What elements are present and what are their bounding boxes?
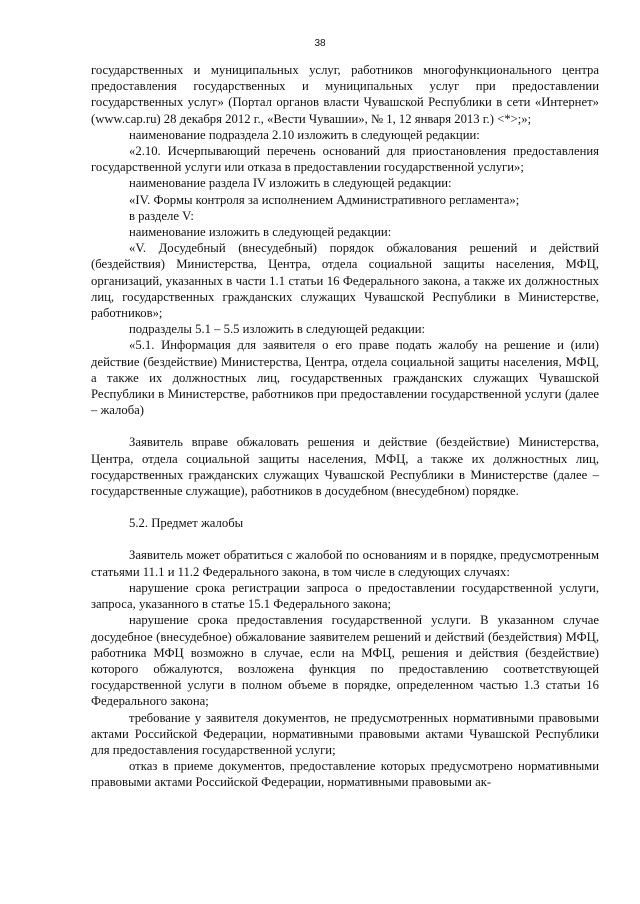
- paragraph: «IV. Формы контроля за исполнением Административного регламента»;: [129, 192, 520, 207]
- paragraph: в разделе V:: [129, 208, 194, 223]
- paragraph: отказ в приеме документов, предоставление которых предусмотрено нормативными правовыми актами Российской Федерации, нормативными правовыми ак-: [91, 759, 599, 790]
- paragraph: «V. Досудебный (внесудебный) порядок обжалования решений и действий (бездействия) Министерства, Центра, отдела социальной защиты населения, МФЦ, организаций, указанных в части 1.1 статьи 16 Федерального закона, а также их должностных лиц, государственных гражданских служащих Чувашской Республики в Министерстве, работников»;: [91, 241, 599, 321]
- paragraph: требование у заявителя документов, не предусмотренных нормативными правовыми актами Российской Федерации, нормативными правовыми актами Чувашской Республики для предоставления государственной услуги;: [91, 710, 599, 757]
- paragraph-spacer: [91, 499, 599, 515]
- paragraph: нарушение срока предоставления государственной услуги. В указанном случае досудебное (внесудебное) обжалование заявителем решений и действий (бездействия) МФЦ, работника МФЦ возможно в случае, если на МФЦ, решения и действия (бездействие) которого обжалуются, возложена функция по предоставлению соответствующей государственной услуги в полном объеме в порядке, определенном частью 1.3 статьи 16 Федерального закона;: [91, 613, 599, 709]
- paragraph: наименование подраздела 2.10 изложить в следующей редакции:: [129, 127, 480, 142]
- paragraph-spacer: [91, 418, 599, 434]
- paragraph: наименование раздела IV изложить в следующей редакции:: [129, 176, 452, 191]
- paragraph: подразделы 5.1 – 5.5 изложить в следующей редакции:: [129, 322, 426, 337]
- paragraph: Заявитель вправе обжаловать решения и действие (бездействие) Министерства, Центра, отдела социальной защиты населения, МФЦ, а также их должностных лиц, государственных гражданских служащих Чувашской Республики в Министерстве (далее – государственные служащие), работников в досудебном (внесудебном) порядке.: [91, 435, 599, 499]
- paragraph-spacer: [91, 531, 599, 547]
- paragraph: Заявитель может обратиться с жалобой по основаниям и в порядке, предусмотренным статьями 11.1 и 11.2 Федерального закона, в том числе в следующих случаях:: [91, 548, 599, 579]
- paragraph: наименование изложить в следующей редакции:: [129, 225, 392, 240]
- document-body: [91, 62, 599, 791]
- page-number: 38: [314, 38, 326, 49]
- paragraph: «5.1. Информация для заявителя о его праве подать жалобу на решение и (или) действие (бездействие) Министерства, Центра, отдела социальной защиты населения, МФЦ, а также их должностных лиц, государственных гражданских служащих Чувашской Республики в Министерстве, работников при предоставлении государственной услуги (далее – жалоба): [91, 338, 599, 418]
- paragraph: государственных и муниципальных услуг, работников многофункционального центра предоставления государственных и муниципальных услуг при предоставлении государственных услуг» (Портал органов власти Чувашской Республики в сети «Интернет» (www.cap.ru) 28 декабря 2012 г., «Вести Чувашии», № 1, 12 января 2013 г.) <*>;»;: [91, 63, 599, 126]
- paragraph: нарушение срока регистрации запроса о предоставлении государственной услуги, запроса, указанного в статье 15.1 Федерального закона;: [91, 580, 599, 612]
- paragraph: «2.10. Исчерпывающий перечень оснований для приостановления предоставления государственной услуги или отказа в предоставлении государственной услуги»;: [91, 144, 599, 175]
- paragraph: 5.2. Предмет жалобы: [129, 516, 244, 531]
